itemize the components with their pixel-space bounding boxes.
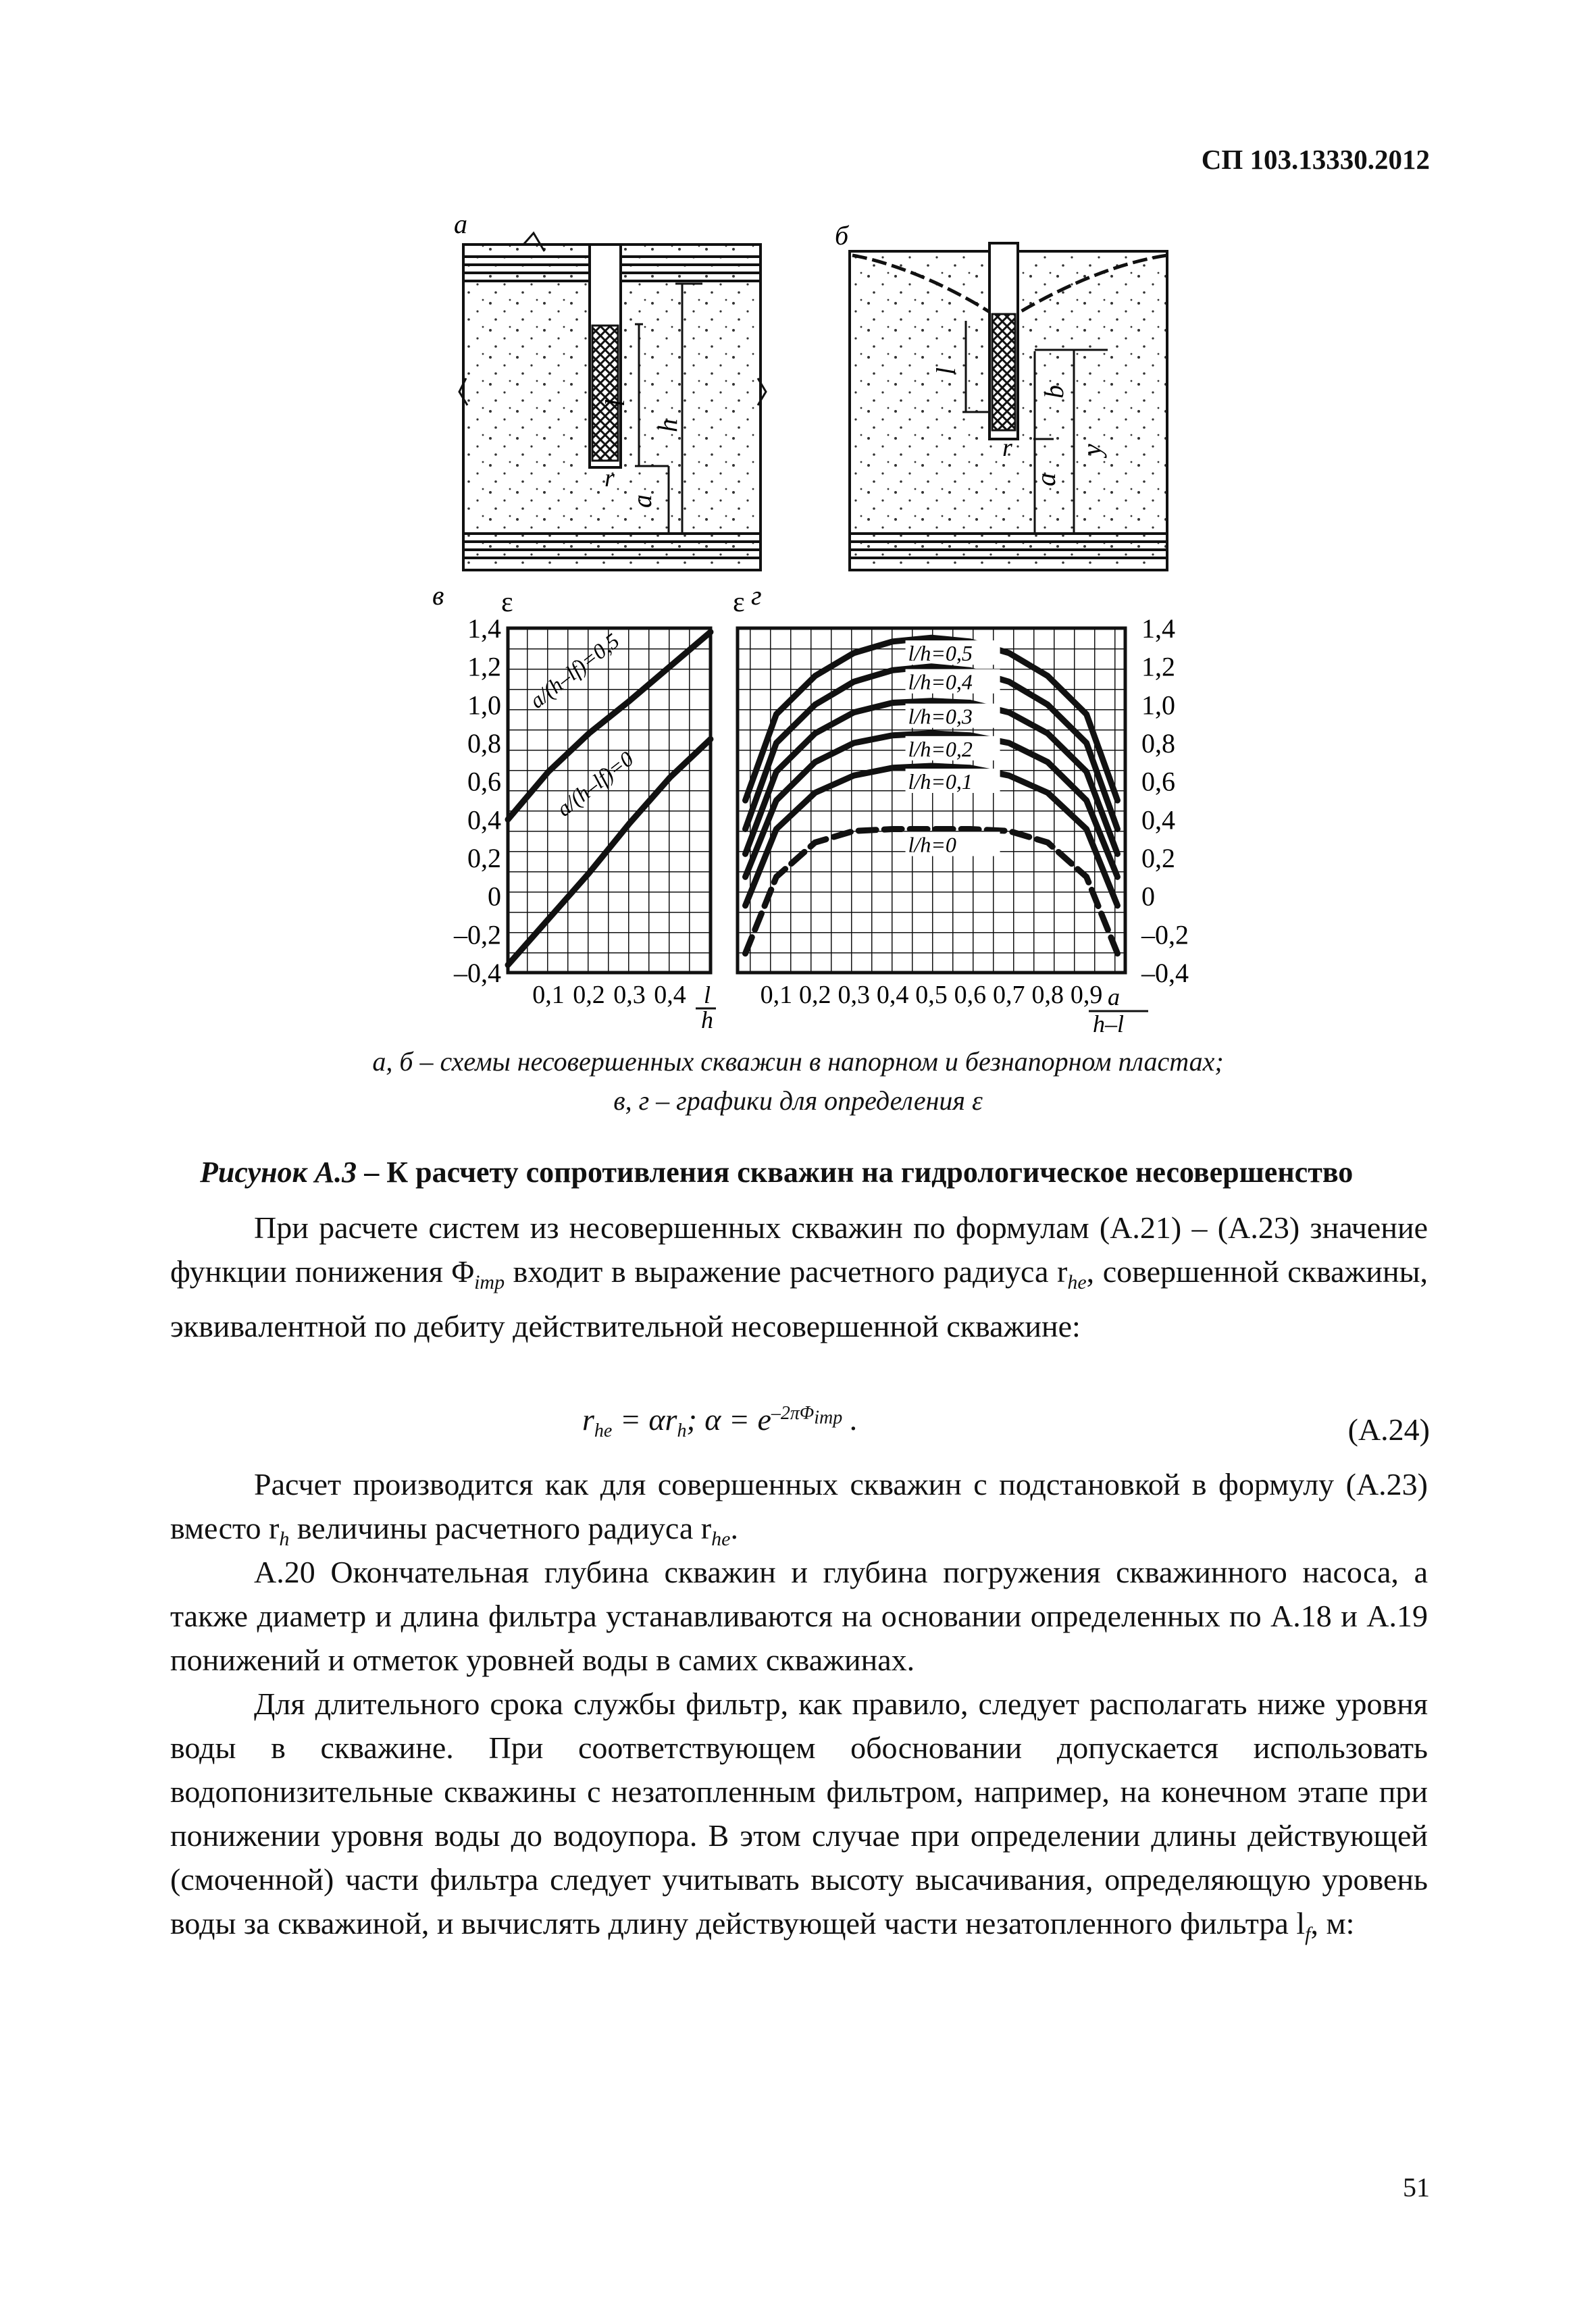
series-label-g-0: l/h=0,5 bbox=[908, 641, 973, 666]
scheme-b bbox=[835, 220, 1167, 570]
p4-text: Для длительного срока службы фильтр, как правило, следует располагать ниже уровня воды в скважине. При соответствующем обосновании допускается использовать водопонизительные скважины с незатопленным фильтром, например, на конечном этапе при понижении уровня воды до водоупора. В этом случае при определении длины действующей (смоченной) части фильтра следует учитывать высоту высачивания, определяющую уровень воды за скважиной, и вычислять длину действующей части незатопленного фильтра l bbox=[170, 1687, 1428, 1940]
epsilon-label-g: ε bbox=[733, 587, 745, 618]
series-label-v-0: a/(h–lf)=0,5 bbox=[525, 628, 624, 713]
p2-text: Расчет производится как для совершенных скважин с подстановкой в формулу (А.23) вместо r bbox=[170, 1467, 1428, 1545]
xaxis-num-v: l bbox=[704, 981, 711, 1008]
y-tick-label: 1,2 bbox=[1141, 651, 1175, 682]
series-label-g-5: l/h=0 bbox=[908, 832, 956, 857]
y-tick-label: 1,4 bbox=[1141, 613, 1175, 644]
xaxis-den-g: h–l bbox=[1093, 1010, 1125, 1037]
y-tick-label: 0 bbox=[488, 881, 501, 912]
y-tick-label: 1,0 bbox=[1141, 690, 1175, 721]
series-label-g-2: l/h=0,3 bbox=[908, 704, 973, 729]
y-tick-label: –0,4 bbox=[454, 958, 501, 988]
label-rh-b: r bbox=[1002, 434, 1012, 462]
p2-text-b: величины расчетного радиуса r bbox=[289, 1511, 712, 1545]
x-tick-label: 0,6 bbox=[954, 981, 987, 1009]
x-tick-label: 0,7 bbox=[993, 981, 1025, 1009]
figure-title-prefix: Рисунок А.3 bbox=[200, 1156, 357, 1189]
series-label-g-4: l/h=0,1 bbox=[908, 769, 973, 794]
series-label-g-3: l/h=0,2 bbox=[908, 736, 973, 761]
figure-a3 bbox=[0, 0, 1596, 1148]
y-tick-label: 0,6 bbox=[467, 766, 501, 797]
p1-sub2: he bbox=[1067, 1271, 1087, 1294]
xaxis-den-v: h bbox=[701, 1006, 713, 1033]
label-a-a: a bbox=[627, 494, 657, 508]
p2-sub2: he bbox=[711, 1528, 731, 1551]
paragraph-1 bbox=[170, 1206, 1428, 1348]
formula-r: r bbox=[582, 1402, 594, 1437]
formula-eq1: = αr bbox=[612, 1402, 677, 1437]
x-tick-label: 0,9 bbox=[1070, 981, 1103, 1009]
x-tick-label: 0,4 bbox=[876, 981, 909, 1009]
y-tick-label: 0,2 bbox=[1141, 843, 1175, 873]
formula-exp: –2πΦ bbox=[771, 1402, 815, 1424]
series-label-g-1: l/h=0,4 bbox=[908, 669, 973, 694]
x-tick-label: 0,3 bbox=[838, 981, 870, 1009]
label-a-b: a bbox=[1031, 473, 1061, 486]
formula-a24 bbox=[582, 1402, 858, 1442]
panel-label-b: б bbox=[835, 220, 849, 251]
y-tick-label: 0,8 bbox=[467, 728, 501, 759]
formula-end: . bbox=[842, 1402, 858, 1437]
label-h-a: h bbox=[652, 419, 683, 432]
formula-r-sub: he bbox=[594, 1420, 613, 1442]
grid-v bbox=[508, 628, 711, 973]
y-tick-label: 1,4 bbox=[467, 613, 501, 644]
x-tick-label: 0,8 bbox=[1031, 981, 1064, 1009]
figure-caption-line2: в, г – графики для определения ε bbox=[613, 1085, 983, 1116]
chart-g bbox=[733, 580, 1189, 1037]
paragraph-4 bbox=[170, 1682, 1428, 1956]
equation-number: (А.24) bbox=[1347, 1412, 1430, 1447]
y-tick-label: 0,8 bbox=[1141, 728, 1175, 759]
scheme-a bbox=[454, 209, 766, 570]
series-label-v-1: a/(h–lf)=0 bbox=[552, 746, 638, 821]
figure-title-text: – К расчету сопротивления скважин на гидрологическое несовершенство bbox=[357, 1156, 1354, 1189]
y-tick-label: 0,4 bbox=[1141, 804, 1175, 835]
label-lf-b: l bbox=[931, 367, 961, 375]
document-code: СП 103.13330.2012 bbox=[1201, 144, 1430, 175]
p4-end: , м: bbox=[1310, 1906, 1355, 1940]
figure-caption-line1: а, б – схемы несовершенных скважин в напорном и безнапорном пластах; bbox=[372, 1046, 1224, 1077]
paragraph-3: А.20 Окончательная глубина скважин и глубина погружения скважинного насоса, а также диаметр и длина фильтра устанавливаются на основании определенных по А.18 и А.19 понижений и отметок уровней воды в самих скважинах. bbox=[170, 1555, 1428, 1677]
y-tick-label: –0,2 bbox=[1141, 919, 1189, 950]
formula-r2-sub: h bbox=[677, 1420, 687, 1442]
label-yh-b: y bbox=[1077, 444, 1107, 456]
panel-label-v: в bbox=[432, 580, 444, 611]
p1-sub1: imp bbox=[474, 1271, 505, 1294]
y-tick-label: 0,6 bbox=[1141, 766, 1175, 797]
panel-label-a: а bbox=[454, 209, 467, 239]
y-tick-label: –0,4 bbox=[1141, 958, 1189, 988]
chart-v bbox=[432, 580, 716, 1033]
y-tick-label: 0,2 bbox=[467, 843, 501, 873]
epsilon-label-v: ε bbox=[501, 587, 513, 618]
p4-sub: f bbox=[1305, 1923, 1311, 1946]
y-tick-label: 0 bbox=[1141, 881, 1155, 912]
p1-text-b: входит в выражение расчетного радиуса r bbox=[505, 1254, 1068, 1289]
p2-sub1: h bbox=[279, 1528, 290, 1551]
xaxis-num-g: a bbox=[1108, 983, 1120, 1010]
x-tick-label: 0,3 bbox=[613, 981, 646, 1009]
figure-title bbox=[200, 1155, 1353, 1189]
paragraph-2 bbox=[170, 1462, 1428, 1561]
x-tick-label: 0,2 bbox=[799, 981, 831, 1009]
formula-exp-sub: imp bbox=[814, 1407, 843, 1429]
y-tick-label: –0,2 bbox=[454, 919, 501, 950]
x-tick-label: 0,4 bbox=[654, 981, 686, 1009]
y-tick-label: 0,4 bbox=[467, 804, 501, 835]
y-tick-label: 1,2 bbox=[467, 651, 501, 682]
page-number: 51 bbox=[1403, 2172, 1430, 2203]
x-tick-label: 0,1 bbox=[760, 981, 793, 1009]
panel-label-g: г bbox=[751, 580, 762, 611]
x-tick-label: 0,1 bbox=[532, 981, 565, 1009]
x-tick-label: 0,5 bbox=[915, 981, 948, 1009]
p2-end: . bbox=[730, 1511, 738, 1545]
p1-text-c: , совершенной скважины, эквивалентной по дебиту действительной несовершенной скважине: bbox=[170, 1254, 1428, 1344]
x-tick-label: 0,2 bbox=[573, 981, 605, 1009]
p1-text: При расчете систем из несовершенных скважин по формулам (А.21) – (А.23) значение функции понижения Φ bbox=[170, 1210, 1428, 1289]
label-rh-a: r bbox=[604, 464, 615, 492]
label-bh-b: b bbox=[1039, 385, 1069, 398]
y-tick-label: 1,0 bbox=[467, 690, 501, 721]
label-lf-a: l bbox=[600, 398, 630, 407]
formula-sep: ; α = e bbox=[686, 1402, 771, 1437]
